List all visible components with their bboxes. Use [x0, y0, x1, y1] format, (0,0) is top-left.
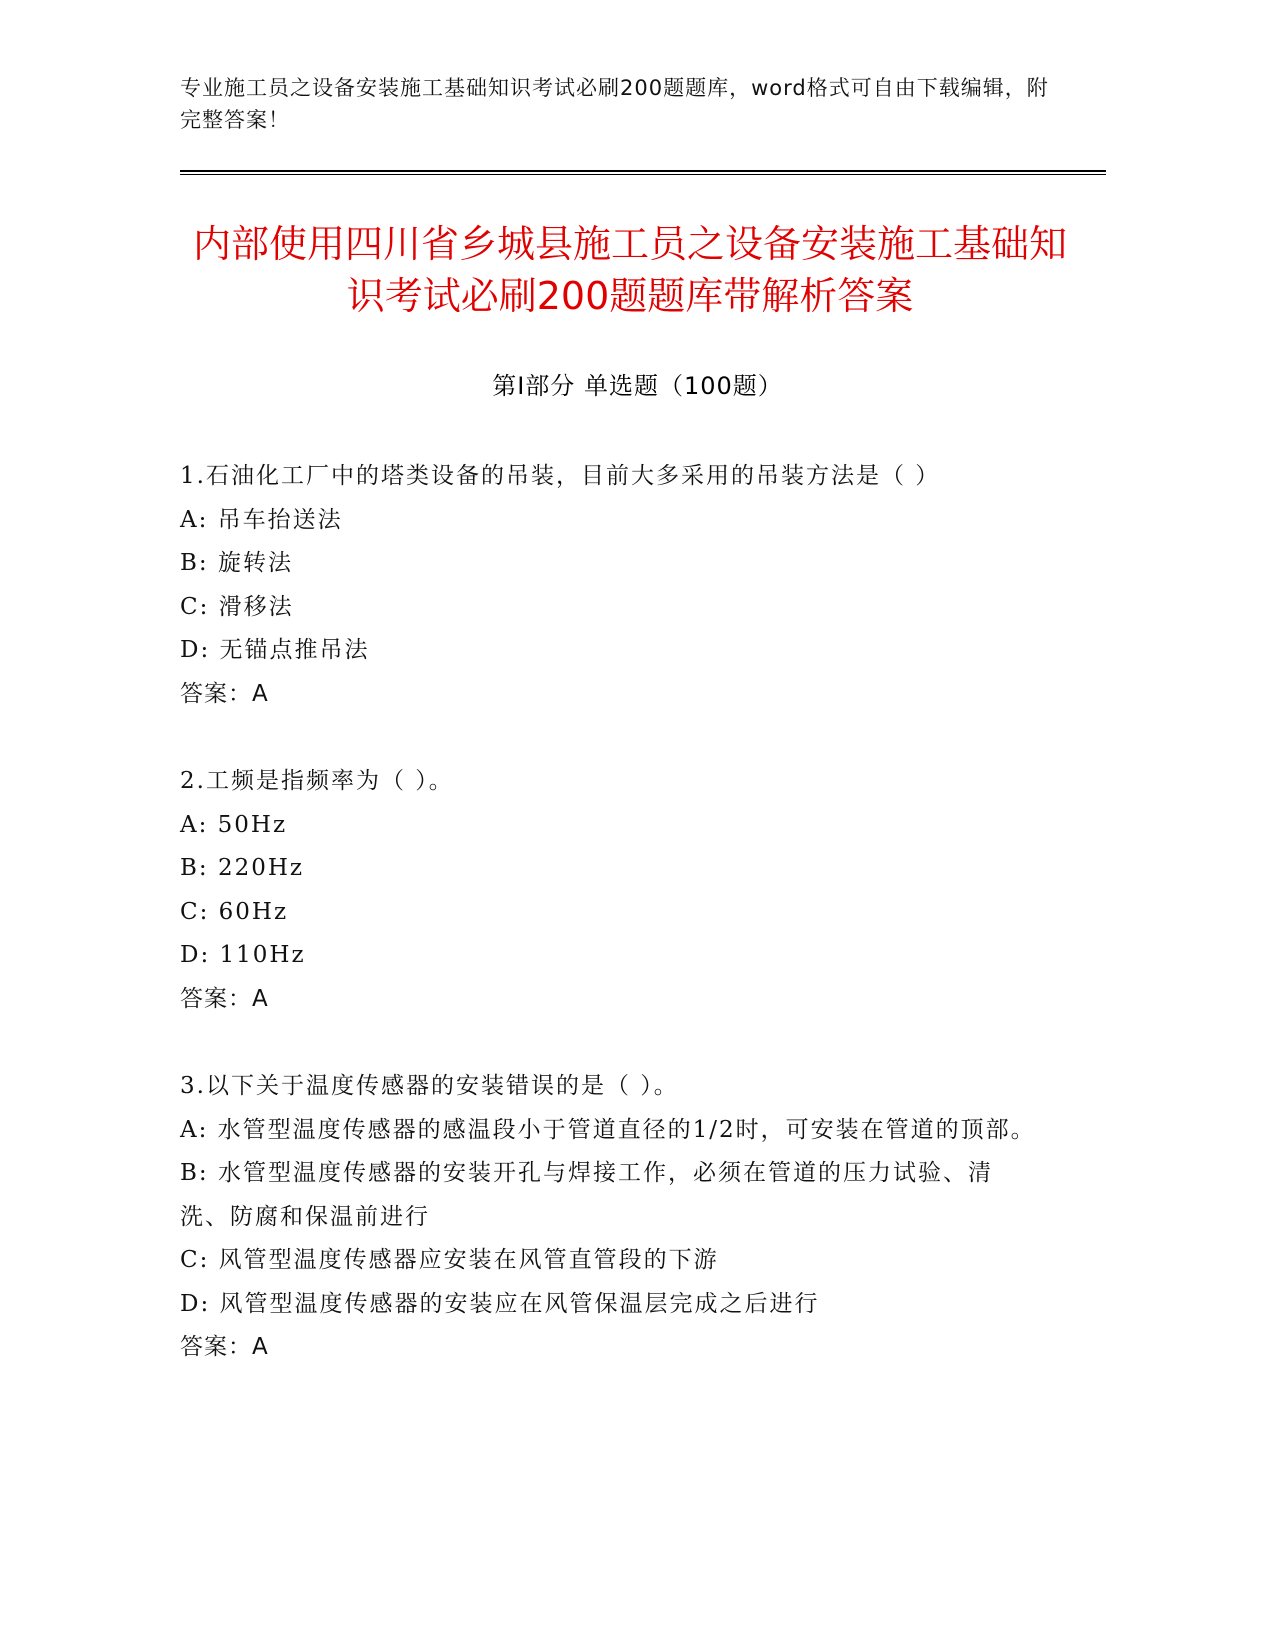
- option-a: A: 吊车抬送法: [180, 506, 343, 533]
- question-block: [180, 760, 1040, 1021]
- answer: 答案：A: [180, 985, 269, 1012]
- option-d: D: 无锚点推吊法: [180, 637, 370, 663]
- option-b: B: 水管型温度传感器的安装开孔与焊接工作，必须在管道的压力试验、清洗、防腐和保温前进行: [180, 1160, 993, 1230]
- question-stem: 3.以下关于温度传感器的安装错误的是（ ）。: [180, 1073, 679, 1099]
- option-b: B: 旋转法: [180, 550, 293, 576]
- answer: 答案：A: [180, 680, 269, 707]
- option-a: A: 水管型温度传感器的感温段小于管道直径的1/2时，可安装在管道的顶部。: [180, 1116, 1036, 1143]
- header-note: 专业施工员之设备安装施工基础知识考试必刷200题题库，word格式可自由下载编辑，附完整答案！: [180, 76, 1049, 132]
- option-c: C: 风管型温度传感器应安装在风管直管段的下游: [180, 1247, 719, 1273]
- option-b: B: 220Hz: [180, 855, 305, 881]
- option-d: D: 风管型温度传感器的安装应在风管保温层完成之后进行: [180, 1290, 820, 1317]
- option-c: C: 滑移法: [180, 593, 294, 620]
- answer: 答案：A: [180, 1334, 269, 1360]
- question-block: [180, 1065, 1040, 1370]
- option-a: A: 50Hz: [180, 811, 288, 838]
- section-heading: 第Ⅰ部分 单选题（100题）: [492, 372, 783, 400]
- header-divider: [180, 170, 1106, 175]
- option-d: D: 110Hz: [180, 942, 306, 968]
- option-c: C: 60Hz: [180, 898, 289, 925]
- question-block: [180, 455, 1040, 716]
- question-stem: 1.石油化工厂中的塔类设备的吊装，目前大多采用的吊装方法是（ ）: [180, 463, 941, 489]
- document-title: 内部使用四川省乡城县施工员之设备安装施工基础知识考试必刷200题题库带解析答案: [192, 222, 1067, 318]
- question-stem: 2.工频是指频率为（ ）。: [180, 768, 454, 794]
